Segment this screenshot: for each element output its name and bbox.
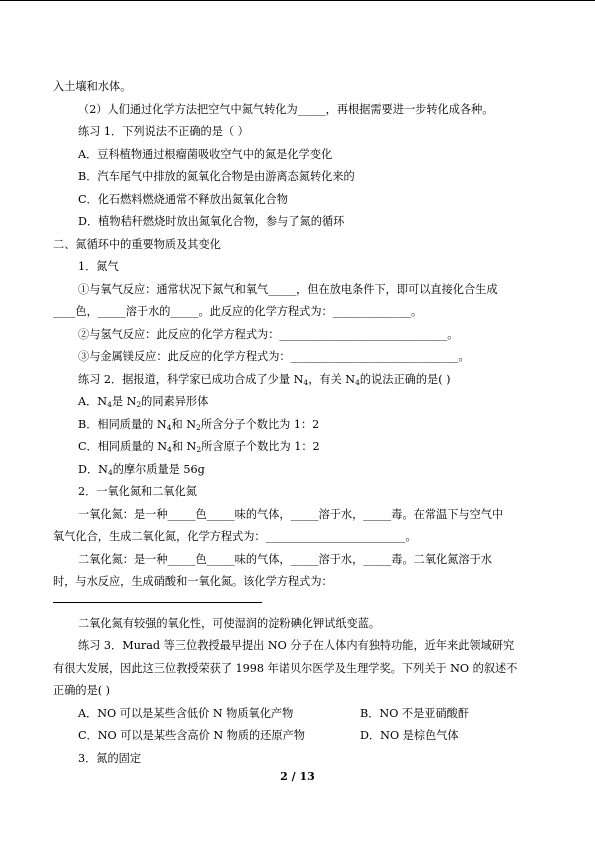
exercise-2-option-d: D．$N_4$的摩尔质量是 56g [78, 462, 205, 477]
text-line: ②与氢气反应：此反应的化学方程式为：______________________________。 [78, 327, 459, 341]
exercise-1-option-c: C．化石燃料燃烧通常不释放出氮氧化合物 [78, 192, 288, 206]
exercise-1-option-d: D．植物秸秆燃烧时放出氮氧化合物，参与了氮的循环 [78, 215, 345, 228]
text-line: 入土壤和水体。 [53, 80, 132, 93]
exercise-3-question: 正确的是( ) [53, 684, 111, 697]
text-line: 氧气化合，生成二氧化氮，化学方程式为：_________________________。 [53, 530, 417, 543]
exercise-2-question: 练习 2．据报道，科学家已成功合成了少量 $N_4$，有关 $N_4$的说法正确的是( ) [78, 372, 451, 387]
text-line: 一氧化氮：是一种_____色_____味的气体，_____溶于水，_____毒。在常温下与空气中 [78, 507, 504, 521]
text-line: 时，与水反应，生成硝酸和一氧化氮。该化学方程式为： [53, 575, 333, 588]
text-line: ③与金属镁反应：此反应的化学方程式为：______________________________。 [78, 350, 470, 363]
exercise-3-option-b: B．NO 不是亚硝酸酐 [360, 706, 470, 720]
exercise-2-option-c: C．相同质量的 $N_4$和 $N_2$所含原子个数比为 1：2 [78, 440, 320, 454]
subsection-heading: 2．一氧化氮和二氧化氮 [78, 485, 197, 498]
document-body [53, 76, 543, 770]
exercise-3-option-c: C．NO 可以是某些含高价 N 物质的还原产物 [78, 729, 305, 742]
exercise-1-option-b: B．汽车尾气中排放的氮氧化合物是由游离态氮转化来的 [78, 170, 355, 183]
subsection-heading: 3．氮的固定 [78, 751, 142, 765]
exercise-2-option-b: B．相同质量的 $N_4$和 $N_2$所含分子个数比为 1：2 [78, 417, 320, 432]
page-number: 2 / 13 [280, 770, 315, 783]
text-line: ①与氧气反应：通常状况下氮气和氧气_____，但在放电条件下，即可以直接化合生成 [78, 282, 498, 296]
exercise-3-option-a: A．NO 可以是某些含低价 N 物质氧化产物 [78, 706, 294, 720]
text-line: 二氧化氮有较强的氧化性，可使湿润的淀粉碘化钾试纸变蓝。 [78, 616, 381, 630]
exercise-3-option-d: D．NO 是棕色气体 [360, 729, 459, 742]
exercise-3-options-row [53, 725, 543, 748]
header-rule [0, 0, 595, 1]
subsection-heading: 1．氮气 [78, 260, 119, 273]
text-line: ____色，_____溶于水的_____。此反应的化学方程式为：______________。 [53, 305, 423, 318]
exercise-2-option-a: A．$N_4$是 $N_2$的同素异形体 [78, 395, 209, 409]
exercise-3-question: 练习 3．Murad 等三位教授最早提出 NO 分子在人体内有独特功能，近年来此领域研究 [78, 639, 515, 652]
exercise-3-options-row [53, 703, 543, 726]
answer-blank-line [53, 602, 262, 603]
section-heading: 二、氮循环中的重要物质及其变化 [53, 237, 221, 251]
exercise-3-question: 有很大发展，因此这三位教授荣获了 1998 年诺贝尔医学及生理学奖。下列关于 NO 的叙述不 [53, 661, 518, 675]
exercise-1-option-a: A．豆科植物通过根瘤菌吸收空气中的氮是化学变化 [78, 147, 333, 161]
text-line: 二氧化氮：是一种_____色_____味的气体，_____溶于水，_____毒。二氧化氮溶于水 [78, 552, 492, 566]
exercise-1-question: 练习 1．下列说法不正确的是（ ） [78, 125, 249, 138]
text-line: （2）人们通过化学方法把空气中氮气转化为_____，再根据需要进一步转化成各种。 [78, 102, 494, 116]
